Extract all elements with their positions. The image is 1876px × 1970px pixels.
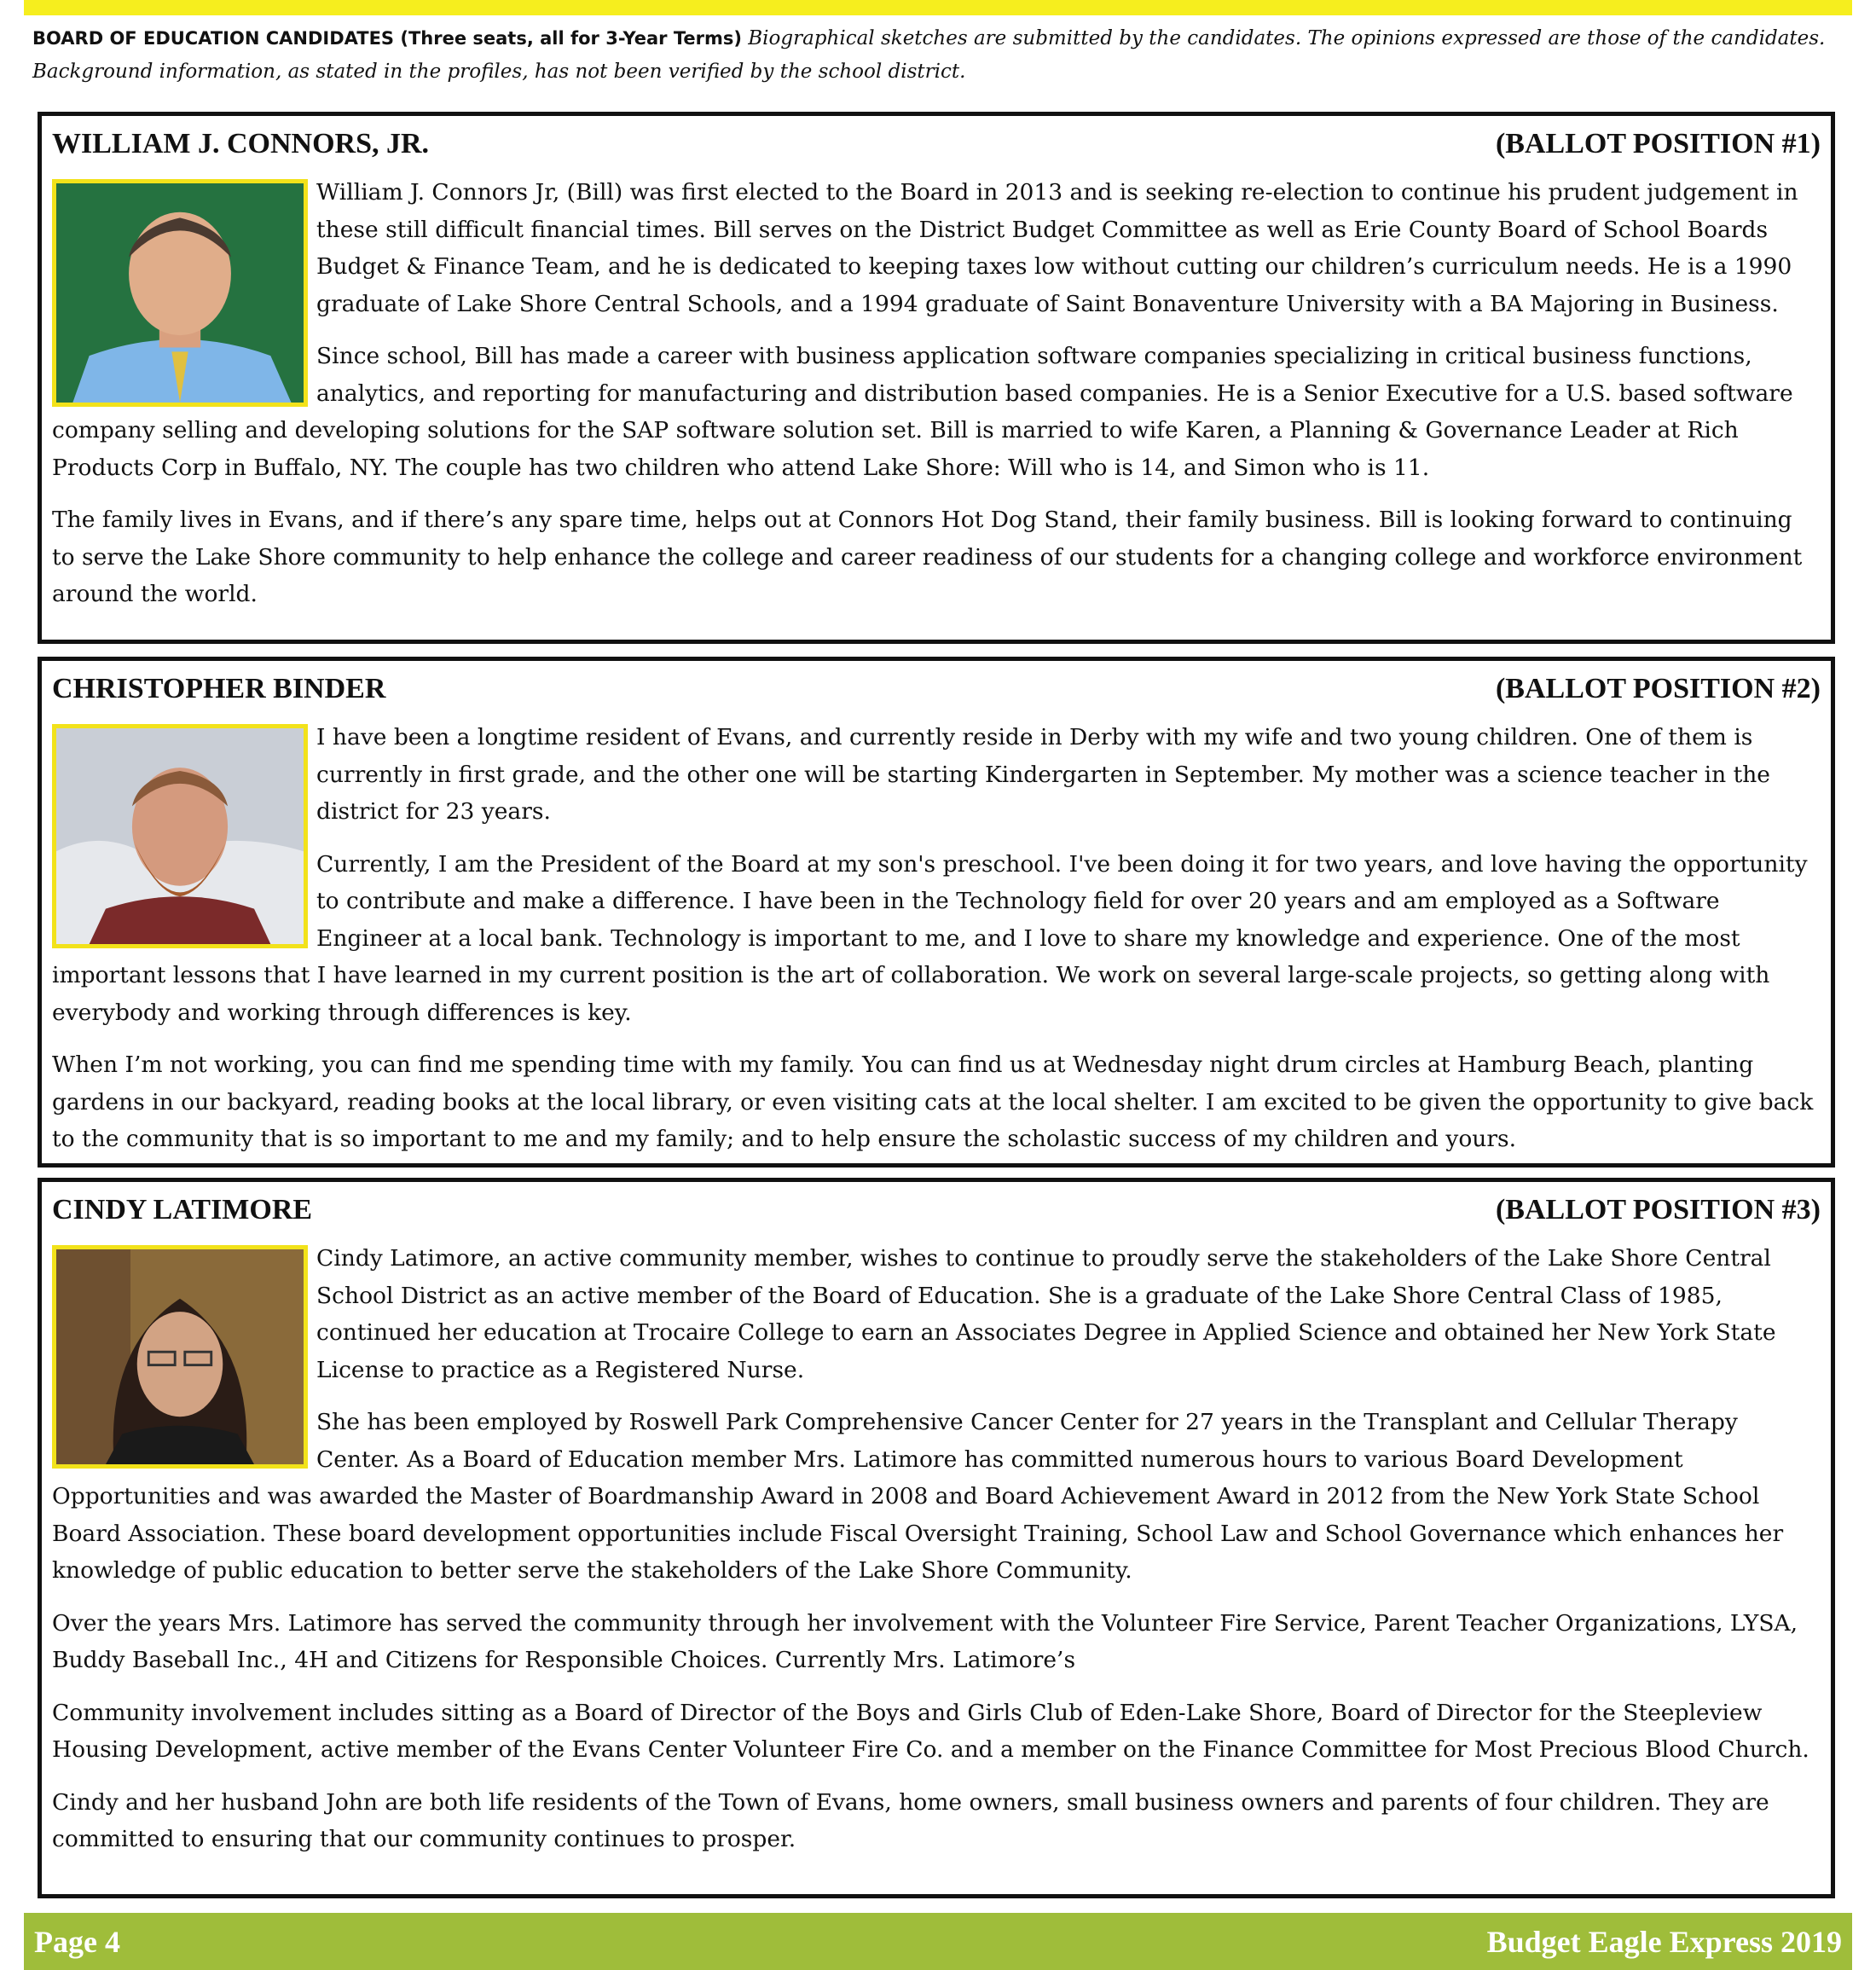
candidate-photo (52, 1245, 308, 1469)
candidate-name: WILLIAM J. CONNORS, JR. (52, 128, 430, 159)
ballot-position: (BALLOT POSITION #1) (1495, 128, 1821, 159)
candidate-card-binder (38, 657, 1835, 1168)
portrait-latimore-image (56, 1249, 304, 1464)
bio-paragraph: William J. Connors Jr, (Bill) was first elected to the Board in 2013 and is seeking re-election to continue his prudent judgement in these still difficult financial times. Bill serves on the District Budget Committee as well as Erie County Board of School Boards Budget & Finance Team, and he is dedicated to keeping taxes low without cutting our children’s curriculum needs. He is a 1990 graduate of Lake Shore Central Schools, and a 1994 graduate of Saint Bonaventure University with a BA Majoring in Business. (316, 179, 1798, 317)
candidate-name: CINDY LATIMORE (52, 1194, 313, 1225)
candidate-photo (52, 724, 308, 948)
page-number: Page 4 (34, 1924, 120, 1959)
intro-note: Biographical sketches are submitted by the candidates. The opinions expressed are those of the candidates. Background information, as stated in the profiles, has not been verified by the school district. (32, 27, 1826, 83)
candidate-header (52, 668, 1821, 710)
publication-title: Budget Eagle Express 2019 (1486, 1924, 1842, 1959)
bio-paragraph: When I’m not working, you can find me spending time with my family. You can find us at Wednesday night drum circles at Hamburg Beach, planting gardens in our backyard, reading books at the local library, or even visiting cats at the local shelter. I am excited to be given the opportunity to give back to the community that is so important to me and my family; and to help ensure the scholastic success of my children and yours. (52, 1052, 1814, 1152)
ballot-position: (BALLOT POSITION #3) (1495, 1194, 1821, 1225)
candidate-photo (52, 179, 308, 407)
page-footer (24, 1913, 1852, 1970)
bio-paragraph: Cindy Latimore, an active community member, wishes to continue to proudly serve the stakeholders of the Lake Shore Central School District as an active member of the Board of Education. She is a graduate of the Lake Shore Central Class of 1985, continued her education at Trocaire College to earn an Associates Degree in Applied Science and obtained her New York State License to practice as a Registered Nurse. (316, 1245, 1776, 1383)
intro-heading: BOARD OF EDUCATION CANDIDATES (Three seats, all for 3-Year Terms) (32, 28, 742, 49)
bio-paragraph: Community involvement includes sitting as a Board of Director of the Boys and Girls Club of Eden-Lake Shore, Board of Director for the Steepleview Housing Development, active member of the Evans Center Volunteer Fire Co. and a member on the Finance Committee for Most Precious Blood Church. (52, 1699, 1809, 1763)
bio-paragraph: Currently, I am the President of the Board at my son's preschool. I've been doing it for two years, and love having the opportunity to contribute and make a difference. I have been in the Technology field for over 20 years and am employed as a Software Engineer at a local bank. Technology is important to me, and I love to share my knowledge and experience. One of the most important lessons that I have learned in my current position is the art of collaboration. We work on several large-scale projects, so getting along with everybody and working through differences is key. (52, 850, 1808, 1026)
top-accent-bar (24, 0, 1852, 15)
bio-paragraph: Cindy and her husband John are both life residents of the Town of Evans, home owners, small business owners and parents of four children. They are committed to ensuring that our community continues to prosper. (52, 1788, 1769, 1852)
bio-paragraph: I have been a longtime resident of Evans, and currently reside in Derby with my wife and two young children. One of them is currently in first grade, and the other one will be starting Kindergarten in September. My mother was a science teacher in the district for 23 years. (316, 724, 1770, 825)
intro-header (32, 22, 1849, 89)
candidate-name: CHRISTOPHER BINDER (52, 673, 386, 704)
candidate-header (52, 123, 1821, 165)
bio-paragraph: Since school, Bill has made a career with business application software companies specializing in critical business functions, analytics, and reporting for manufacturing and distribution based companies. He is a Senior Executive for a U.S. based software company selling and developing solutions for the SAP software solution set. Bill is married to wife Karen, a Planning & Governance Leader at Rich Products Corp in Buffalo, NY. The couple has two children who attend Lake Shore: Will who is 14, and Simon who is 11. (52, 343, 1793, 481)
candidate-header (52, 1189, 1821, 1231)
bio-paragraph: The family lives in Evans, and if there’s any spare time, helps out at Connors Hot Dog Stand, their family business. Bill is looking forward to continuing to serve the Lake Shore community to help enhance the college and career readiness of our students for a changing college and workforce environment around the world. (52, 507, 1803, 607)
bio-paragraph: Over the years Mrs. Latimore has served the community through her involvement with the Volunteer Fire Service, Parent Teacher Organizations, LYSA, Buddy Baseball Inc., 4H and Citizens for Responsible Choices. Currently Mrs. Latimore’s (52, 1609, 1798, 1673)
candidate-card-connors (38, 112, 1835, 644)
portrait-binder-image (56, 728, 304, 944)
portrait-connors-image (56, 183, 304, 403)
ballot-position: (BALLOT POSITION #2) (1495, 673, 1821, 704)
bio-paragraph: She has been employed by Roswell Park Comprehensive Cancer Center for 27 years in the Transplant and Cellular Therapy Center. As a Board of Education member Mrs. Latimore has committed numerous hours to various Board Development Opportunities and was awarded the Master of Boardmanship Award in 2008 and Board Achievement Award in 2012 from the New York State School Board Association. These board development opportunities include Fiscal Oversight Training, School Law and School Governance which enhances her knowledge of public education to better serve the stakeholders of the Lake Shore Community. (52, 1409, 1784, 1584)
candidate-card-latimore (38, 1178, 1835, 1898)
